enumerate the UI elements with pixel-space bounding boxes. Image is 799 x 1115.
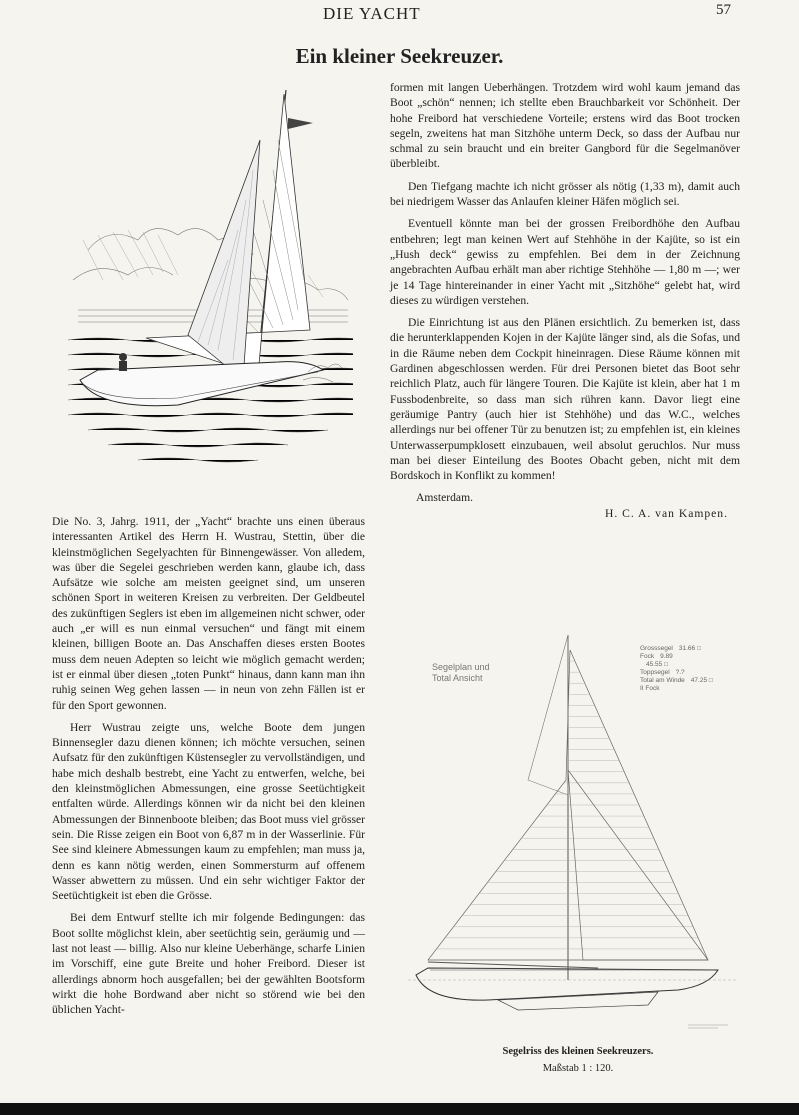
figure-scale: Maßstab 1 : 120. <box>542 1063 614 1074</box>
right-column <box>390 80 740 521</box>
figure-caption: Segelriss des kleinen Seekreuzers. <box>502 1046 654 1057</box>
sail-area-row <box>640 685 713 693</box>
page-number: 57 <box>716 2 731 18</box>
sailing-boat-illustration <box>68 80 353 500</box>
sail-area-label: Total am Winde <box>640 677 685 684</box>
sail-area-value: ?.? <box>675 669 685 676</box>
left-paragraph-2: Herr Wustrau zeigte uns, welche Boote dem jungen Binnensegler dazu dienen können; ich möchte versuchen, seinen Aufsatz für den zukünftigen Küstensegler zu vervollständigen, und habe mich deshalb bestrebt, eine Yacht zu entwerfen, welche, bei den kleinstmöglichen Abmessungen, eine grosse Seetüchtigkeit entfalten würde. Allerdings können wir da nicht bei den kleinen Abmessungen der Binnenboote bleiben; das Boot muss viel grösser sein. Die Risse zeigen ein Boot von 6,87 m in der Wasserlinie. Für See sind kleinere Abmessungen kaum zu empfehlen; man muss ja, denn es kann nötig werden, einen Sommersturm auf offenem Wasser abwettern zu müssen. Und ein sehr wichtiger Faktor der Seetüchtigkeit ist eben die Grösse. <box>52 720 365 903</box>
right-paragraph-1: formen mit langen Ueberhängen. Trotzdem wird wohl kaum jemand das Boot „schön“ nennen; ich stellte eben Brauchbarkeit vor Schönheit. Der hohe Freibord hat verschiedene Vorteile; erstens wird das Boot trocken segeln, zweitens hat man Sitzhöhe unterm Deck, so dass der Aufbau nur schmal zu sein braucht und ein breiter Gangbord für die Segelmanöver überbleibt. <box>390 81 740 171</box>
scan-edge <box>0 1103 799 1115</box>
sail-area-row <box>640 645 713 653</box>
sail-area-row <box>640 653 713 661</box>
left-paragraph-3: Bei dem Entwurf stellte ich mir folgende Bedingungen: das Boot sollte möglichst klein, aber seetüchtig sein, geräumig und — last not least — billig. Also nur kleine Ueberhänge, scharfe Linien im Vorschiff, eine gute Breite und hoher Freibord. Dieser ist allerdings abnorm hoch ausgefallen; bei der gewählten Bootsform wirkt die hohe Bordwand aber nicht so störend wie bei den üblichen Yacht- <box>52 911 365 1017</box>
dateline: Amsterdam. <box>416 491 473 505</box>
article-title: Ein kleiner Seekreuzer. <box>295 44 504 68</box>
left-column <box>52 514 365 1025</box>
sail-area-value: 45.55 □ <box>646 661 668 668</box>
journal-title: DIE YACHT <box>323 4 421 23</box>
sail-area-label: Toppsegel <box>640 669 670 676</box>
sail-area-label: Grosssegel <box>640 645 673 652</box>
sail-area-value: 31.66 □ <box>678 645 701 652</box>
running-head <box>0 2 799 24</box>
left-paragraph-1: Die No. 3, Jahrg. 1911, der „Yacht“ brachte uns einen überaus interessanten Artikel des Herrn H. Wustrau, Stettin, über die kleinstmöglichen Segelyachten für Binnengewässer. Von alledem, was über die Segelei geschrieben werden kann, glaube ich, dass Aufsätze wie solche am meisten geeignet sind, um unseren schönen Sport in weiteren Kreisen zu verbreiten. Der Geldbeutel des zukünftigen Seglers ist eben im allgemeinen nicht schwer, oder auch „er will es nun einmal versuchen“ und fängt mit einem kleinen, billigen Boote an. Das Anschaffen dieses ersten Bootes muss dem neuen Adepten so leicht wie möglich gemacht werden; ist er einmal über diesen „toten Punkt“ hinaus, dann kann man ihn ruhig seinen Weg gehen lassen — in neun von zehn Fällen ist er für den Sport gewonnen. <box>52 515 365 712</box>
sail-area-row <box>640 669 713 677</box>
sail-area-value: 47.25 □ <box>690 677 713 684</box>
right-paragraph-2: Den Tiefgang machte ich nicht grösser als nötig (1,33 m), damit auch bei niedrigem Wasser das Anlaufen kleiner Häfen möglich sei. <box>390 179 740 209</box>
sail-area-label: II Fock <box>640 685 660 692</box>
sail-plan-title-line-2: Total Ansicht <box>432 673 483 683</box>
right-paragraph-3: Eventuell könnte man bei der grossen Freibordhöhe den Aufbau entbehren; legt man keinen Wert auf Stehhöhe in der Kajüte, so ist ein „Hush deck“ gewiss zu empfehlen. Bei dem in der Zeichnung angebrachten Aufbau erhält man aber richtige Stehhöhe — 1,80 m —; wer je 14 Tage hintereinander in einer Yacht mit „Sitzhöhe“ gelebt hat, wird dieses zu würdigen verstehen. <box>390 217 740 307</box>
sail-area-value: 9.89 <box>660 653 673 660</box>
sail-area-table <box>640 645 713 693</box>
sail-area-row <box>640 677 713 685</box>
sail-plan-title <box>432 662 490 684</box>
sail-plan-title-line-1: Segelplan und <box>432 662 490 672</box>
sail-area-label: Fock <box>640 653 655 660</box>
right-paragraph-4: Die Einrichtung ist aus den Plänen ersichtlich. Zu bemerken ist, dass die herunterklappenden Kojen in der Kajüte länger sind, als die Sofas, und in die Räume neben dem Cockpit hineinragen. Diese Räume können mit Gardinen abgeschlossen werden. Für drei Personen bietet das Boot sehr reichlich Platz, auch für längere Touren. Die Kajüte ist klein, aber hat 1 m Fussbodenbreite, so dass man sich rühren kann. Davor liegt eine geräumige Pantry (auch hier ist Stehhöhe) und das W.C., welches allerdings nur bei offener Tür zu benutzen ist; zu empfehlen ist, ein kleines Unterwasserpumpklosett einzubauen, weil absolut geruchlos. Nur muss man bei dieser Einteilung des Bootes Obacht geben, nicht mit dem Bordskoch in Konflikt zu kommen! <box>390 316 740 483</box>
author-signature: H. C. A. van Kampen. <box>604 506 728 520</box>
sail-area-row <box>640 661 713 669</box>
